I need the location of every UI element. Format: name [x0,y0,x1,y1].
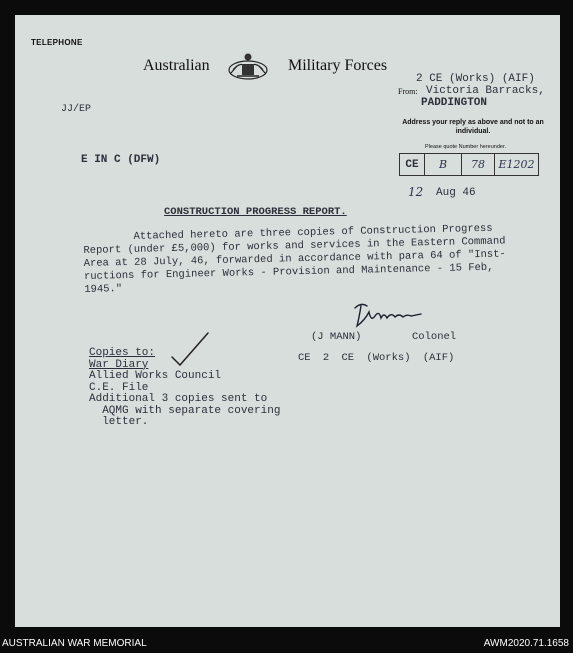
address-note: Address your reply as above and not to an individual. [402,119,544,135]
quote-number-label: Please quote Number hereunder. [425,144,507,150]
from-label: From: [398,87,418,96]
date-day: 12 [408,185,424,199]
file-reference: JJ/EP [61,104,92,115]
copies-list [89,348,280,429]
telephone-label: TELEPHONE [31,38,83,47]
footer-accession-number: AWM2020.71.1658 [483,638,569,649]
body-paragraph: Attached hereto are three copies of Construction Progress Report (under £5,000) for works and services in the Eastern Command Area at 28 July, 46, forwarded in accordance with para 64 of "Inst- ructions for Engineer Works - Provision and Maintenance - 15 Feb, 1945." [83,222,506,296]
list-item: C.E. File [89,381,149,394]
letterhead-title-left: Australian [143,57,210,74]
footer-credit: AUSTRALIAN WAR MEMORIAL [2,638,147,649]
address-line: Victoria Barracks, [426,85,545,97]
handwritten-signature [351,300,431,330]
unit-line: 2 CE (Works) (AIF) [416,73,535,85]
quote-part-2: 78 [462,154,495,175]
address-city: PADDINGTON [421,97,488,109]
list-item: War Diary [89,358,149,371]
signatory-name: (J MANN) [311,331,362,343]
document-page [15,15,560,627]
subject-heading: CONSTRUCTION PROGRESS REPORT. [164,206,347,218]
signatory-unit: CE 2 CE (Works) (AIF) [298,352,455,364]
list-item: Additional 3 copies sent to [89,393,268,405]
copies-heading: Copies to: [89,347,156,359]
coat-of-arms-icon [227,51,269,81]
letterhead-title-right: Military Forces [288,57,388,74]
addressee: E IN C (DFW) [81,154,161,166]
quote-part-3: E1202 [498,158,535,171]
list-item: Allied Works Council [89,370,222,382]
quote-part-1: B [425,154,462,175]
signatory-rank: Colonel [412,331,457,343]
list-item: AQMG with separate covering [89,404,281,417]
quote-number-box [399,153,539,176]
list-item: letter. [89,416,149,428]
quote-prefix: CE [400,154,425,175]
date-month-year: Aug 46 [436,187,476,199]
